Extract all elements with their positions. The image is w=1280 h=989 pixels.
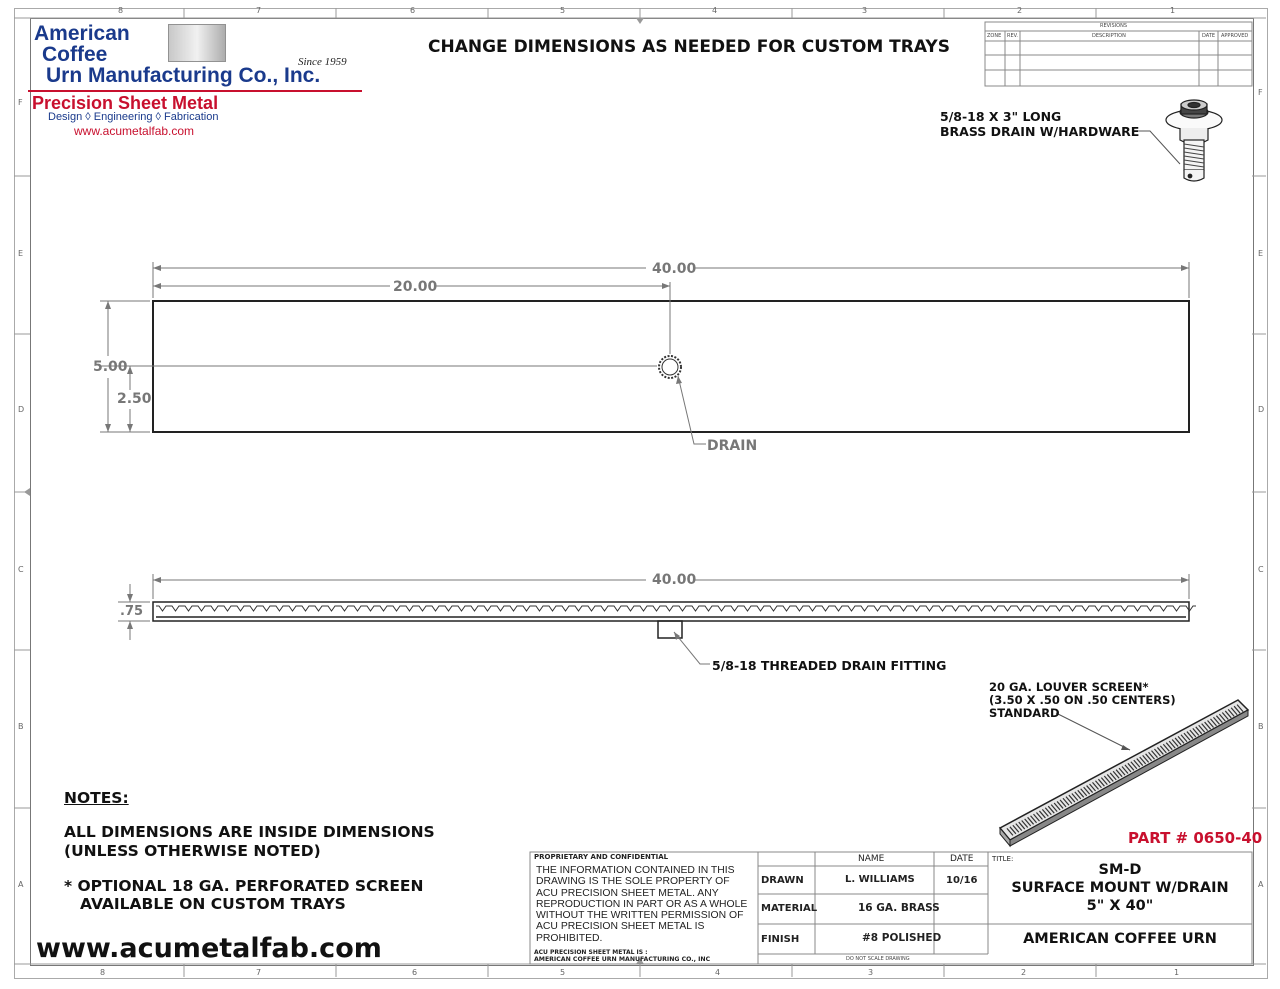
finish-label: FINISH [761,934,800,945]
zone-left-B: B [18,722,24,731]
zone-right-E: E [1258,249,1264,258]
dim-side-height: .75 [120,604,144,619]
dim-side-length: 40.00 [652,572,697,588]
note-1-line1: ALL DIMENSIONS ARE INSIDE DIMENSIONS [64,823,435,841]
finish-value: #8 POLISHED [862,932,942,944]
drawing-title-line2: SURFACE MOUNT W/DRAIN [1011,880,1229,896]
dim-width: 5.00 [93,359,128,375]
zone-left-E: E [18,249,24,258]
acu-line: ACU PRECISION SHEET METAL IS : [534,949,648,956]
dim-top-half-length: 20.00 [393,279,438,295]
title-block-company: AMERICAN COFFEE URN [1023,931,1217,947]
material-label: MATERIAL [761,903,818,914]
drawing-title-line3: 5" X 40" [1086,898,1154,914]
brass-drain-illustration [1166,100,1222,181]
note-1-line2: (UNLESS OTHERWISE NOTED) [64,842,321,860]
zone-top-2: 2 [1017,6,1023,15]
zone-bottom-3: 3 [868,968,874,977]
revisions-title: REVISIONS [1100,23,1128,29]
footer-website[interactable]: www.acumetalfab.com [36,933,382,964]
zone-right-C: C [1258,565,1264,574]
date-header: DATE [950,854,974,864]
zone-left-D: D [18,405,25,414]
drawn-label: DRAWN [761,875,804,886]
acu-line-company: AMERICAN COFFEE URN MANUFACTURING CO., INC [534,956,711,963]
dim-top-length: 40.00 [652,261,697,277]
logo-urn-manufacturing: Urn Manufacturing Co., Inc. [46,64,321,87]
logo-website[interactable]: www.acumetalfab.com [74,124,195,138]
zone-bottom-4: 4 [715,968,721,977]
rev-col-approved: APPROVED [1221,33,1249,39]
note-2-line2: AVAILABLE ON CUSTOM TRAYS [80,895,346,913]
material-value: 16 GA. BRASS [858,902,940,914]
zone-top-5: 5 [560,6,566,15]
zone-bottom-7: 7 [256,968,262,977]
drain-hardware-callout-line2: BRASS DRAIN W/HARDWARE [940,124,1140,139]
proprietary-heading: PROPRIETARY AND CONFIDENTIAL [534,853,669,861]
threaded-fitting-callout: 5/8-18 THREADED DRAIN FITTING [712,658,947,673]
zone-right-D: D [1258,405,1265,414]
zone-top-3: 3 [862,6,868,15]
zone-top-7: 7 [256,6,262,15]
logo-american: American [34,22,130,45]
name-header: NAME [858,854,885,864]
zone-top-1: 1 [1170,6,1176,15]
notes-heading: NOTES: [64,789,129,807]
rev-col-description: DESCRIPTION [1092,33,1126,39]
zone-right-B: B [1258,722,1264,731]
rev-col-rev: REV. [1007,33,1018,39]
rev-col-zone: ZONE [987,33,1002,39]
page-title: CHANGE DIMENSIONS AS NEEDED FOR CUSTOM TRAYS [428,37,950,57]
zone-right-F: F [1258,88,1263,97]
zone-bottom-6: 6 [412,968,418,977]
title-label: TITLE: [992,855,1014,863]
zone-bottom-1: 1 [1174,968,1180,977]
coffee-urn-graphic [168,24,226,62]
drain-callout: DRAIN [707,438,758,454]
logo-tagline: Precision Sheet Metal [32,93,219,113]
logo-services: Design ◊ Engineering ◊ Fabrication [48,111,219,123]
zone-right-A: A [1258,880,1264,889]
logo-coffee: Coffee [42,43,108,66]
note-2-line1: * OPTIONAL 18 GA. PERFORATED SCREEN [64,877,424,895]
no-scale-note: DO NOT SCALE DRAWING [846,956,910,962]
drawn-date: 10/16 [946,875,978,886]
part-number: PART # 0650-40 [1128,829,1263,847]
zone-bottom-8: 8 [100,968,106,977]
louver-callout-line3: STANDARD [989,706,1060,720]
zone-top-8: 8 [118,6,124,15]
drain-hardware-callout-line1: 5/8-18 X 3" LONG [940,109,1062,124]
zone-left-F: F [18,98,23,107]
proprietary-text: THE INFORMATION CONTAINED IN THIS DRAWING IS THE SOLE PROPERTY OF ACU PRECISION SHEET METAL. ANY REPRODUCTION IN PART OR AS A WHOLE WITHOUT THE WRITTEN PERMISSION OF ACU PRECISION SHEET METAL IS PROHIBITED. [536,865,748,944]
drawn-name: L. WILLIAMS [845,874,915,885]
zone-bottom-2: 2 [1021,968,1027,977]
louver-callout-line2: (3.50 X .50 ON .50 CENTERS) [989,693,1176,707]
louver-screen-illustration [1000,700,1248,846]
louver-profile [156,606,1196,611]
rev-col-date: DATE [1202,33,1216,39]
logo-divider [28,90,362,92]
zone-bottom-5: 5 [560,968,566,977]
company-logo [34,22,364,140]
zone-top-6: 6 [410,6,416,15]
zone-left-C: C [18,565,24,574]
louver-callout-line1: 20 GA. LOUVER SCREEN* [989,680,1149,694]
logo-since: Since 1959 [298,56,347,68]
zone-left-A: A [18,880,24,889]
zone-top-4: 4 [712,6,718,15]
drawing-title-line1: SM-D [1098,862,1142,878]
dim-half-width: 2.50 [117,391,152,407]
